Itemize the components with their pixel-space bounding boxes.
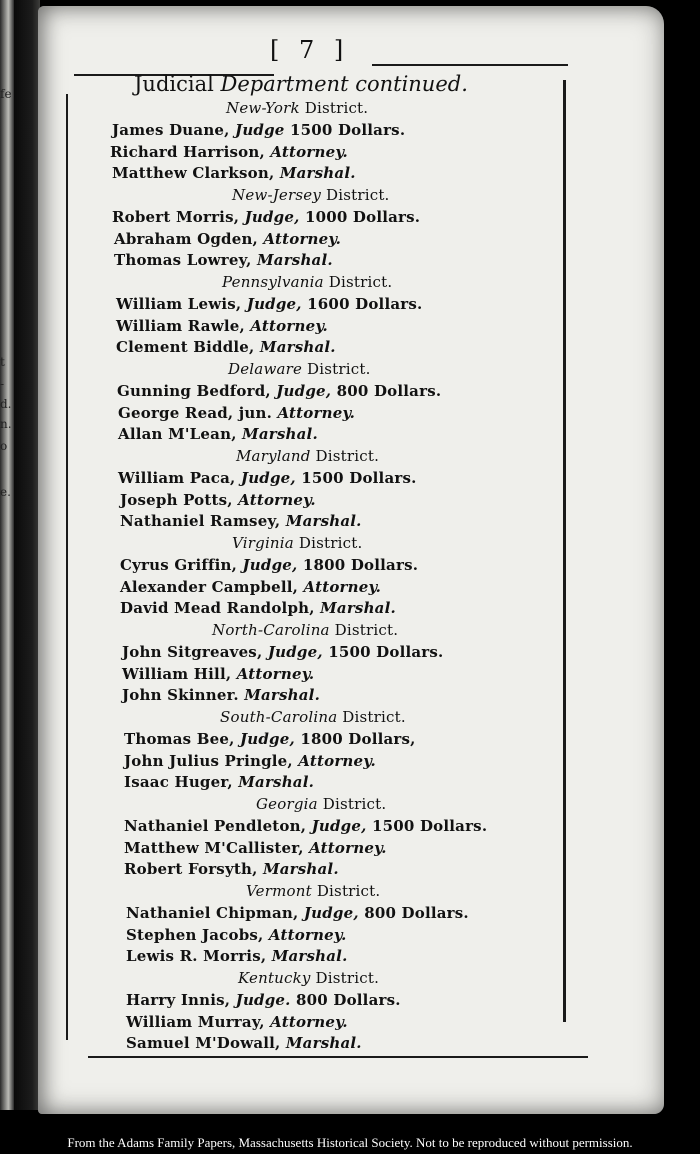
- district-heading: [228, 357, 371, 381]
- facing-page-edge: [0, 0, 14, 1110]
- officer-name: Thomas Bee,: [124, 729, 240, 748]
- officer-role: Judge,: [267, 642, 323, 661]
- officer-salary: 1500 Dollars.: [295, 468, 417, 487]
- district-heading: [238, 966, 379, 990]
- officer-entry: [124, 857, 339, 881]
- facing-page-fragment: t: [0, 355, 5, 369]
- district-suffix: District.: [329, 621, 399, 639]
- officer-name: Harry Innis,: [126, 990, 236, 1009]
- officer-role: Attorney.: [303, 577, 382, 596]
- officer-role: Marshal.: [262, 860, 339, 879]
- officer-name: Matthew Clarkson,: [112, 164, 280, 183]
- district-state: Virginia: [232, 534, 294, 552]
- district-suffix: District.: [299, 99, 369, 117]
- officer-role: Marshal.: [244, 686, 321, 705]
- officer-entry: [124, 727, 416, 751]
- officer-role: Judge,: [240, 468, 296, 487]
- officer-entry: [120, 509, 362, 533]
- officer-name: Nathaniel Pendleton,: [124, 816, 312, 835]
- district-heading: [246, 879, 380, 903]
- officer-salary: 800 Dollars.: [290, 990, 401, 1009]
- section-heading: [134, 72, 468, 96]
- officer-name: Matthew M'Callister,: [124, 838, 310, 857]
- officer-salary: 1000 Dollars.: [299, 207, 421, 226]
- officer-role: Attorney.: [236, 664, 315, 683]
- officer-name: Cyrus Griffin,: [120, 555, 243, 574]
- officer-salary: 1500 Dollars.: [284, 120, 406, 139]
- heading-prefix: Judicial: [134, 72, 214, 96]
- district-state: Vermont: [246, 882, 312, 900]
- officer-role: Judge,: [246, 294, 302, 313]
- officer-name: Stephen Jacobs,: [126, 925, 269, 944]
- officer-entry: [116, 314, 328, 338]
- officer-entry: [126, 988, 401, 1012]
- officer-salary: 800 Dollars.: [331, 381, 442, 400]
- top-rule-right: [372, 64, 568, 66]
- officer-role: Attorney.: [250, 316, 328, 335]
- district-heading: [220, 705, 406, 729]
- district-suffix: District.: [323, 273, 393, 291]
- officer-role: Marshal.: [238, 773, 315, 792]
- officer-name: John Julius Pringle,: [124, 751, 299, 770]
- book-gutter: [14, 0, 40, 1110]
- officer-entry: [120, 575, 381, 599]
- district-state: Maryland: [236, 447, 311, 465]
- officer-name: Nathaniel Chipman,: [126, 903, 304, 922]
- district-state: Kentucky: [238, 969, 311, 987]
- district-state: Georgia: [256, 795, 318, 813]
- left-border-rule: [66, 94, 68, 1040]
- officer-role: Marshal.: [242, 425, 318, 444]
- officer-name: William Rawle,: [116, 316, 251, 335]
- officer-entry: [114, 248, 333, 272]
- officer-entry: [122, 662, 314, 686]
- district-suffix: District.: [337, 708, 406, 726]
- officer-entry: [124, 814, 487, 838]
- officer-entry: [120, 488, 316, 512]
- officer-entry: [124, 749, 376, 773]
- district-state: Delaware: [228, 360, 303, 378]
- officer-role: Judge,: [276, 381, 332, 400]
- district-state: Pennsylvania: [222, 273, 324, 291]
- officer-role: Attorney.: [263, 229, 342, 248]
- officer-entry: [120, 596, 396, 620]
- officer-name: Clement Biddle,: [116, 338, 260, 357]
- district-heading: [256, 792, 386, 816]
- officer-name: Isaac Huger,: [124, 773, 239, 792]
- facing-page-fragment: n.: [0, 417, 12, 431]
- officer-entry: [126, 944, 348, 968]
- officer-entry: [112, 161, 356, 185]
- copyright-caption: From the Adams Family Papers, Massachusetts Historical Society. Not to be reproduced without permission.: [67, 1135, 633, 1150]
- officer-entry: [118, 466, 417, 490]
- officer-name: Alexander Campbell,: [120, 577, 304, 596]
- officer-name: William Hill,: [122, 664, 237, 683]
- officer-salary: 1800 Dollars.: [297, 555, 419, 574]
- facing-page-fragment: o: [0, 439, 8, 453]
- district-suffix: District.: [321, 186, 390, 204]
- officer-name: William Paca,: [118, 468, 241, 487]
- officer-salary: 800 Dollars.: [358, 903, 469, 922]
- district-suffix: District.: [311, 882, 381, 900]
- officer-role: Attorney.: [309, 838, 387, 857]
- officer-role: Judge.: [235, 990, 291, 1009]
- district-suffix: District.: [310, 447, 380, 465]
- district-suffix: District.: [302, 360, 371, 378]
- officer-name: Robert Morris,: [112, 207, 245, 226]
- officer-role: Attorney.: [270, 142, 348, 161]
- officer-entry: [118, 422, 318, 446]
- officer-role: Judge,: [303, 903, 359, 922]
- officer-name: William Murray,: [126, 1012, 271, 1031]
- officer-entry: [126, 1031, 362, 1055]
- officer-role: Judge,: [244, 207, 300, 226]
- officer-role: Marshal.: [285, 1034, 362, 1053]
- officer-entry: [116, 335, 336, 359]
- district-state: New-Jersey: [232, 186, 322, 204]
- district-heading: [222, 270, 392, 294]
- officer-name: Abraham Ogden,: [114, 229, 264, 248]
- bottom-rule: [88, 1056, 588, 1058]
- officer-role: Marshal.: [285, 512, 362, 531]
- officer-entry: [126, 923, 347, 947]
- officer-entry: [126, 901, 469, 925]
- officer-entry: [118, 401, 355, 425]
- officer-name: William Lewis,: [116, 294, 247, 313]
- officer-entry: [112, 118, 405, 142]
- officer-role: Judge,: [311, 816, 367, 835]
- officer-role: Attorney.: [268, 925, 347, 944]
- officer-salary: 1500 Dollars.: [366, 816, 488, 835]
- officer-name: Joseph Potts,: [120, 490, 239, 509]
- officer-role: Marshal.: [320, 599, 396, 618]
- officer-name: Robert Forsyth,: [124, 860, 263, 879]
- officer-entry: [110, 140, 348, 164]
- officer-name: Allan M'Lean,: [118, 425, 243, 444]
- officer-entry: [122, 640, 443, 664]
- officer-salary: 1500 Dollars.: [322, 642, 444, 661]
- officer-role: Attorney.: [298, 751, 376, 770]
- officer-name: Richard Harrison,: [110, 142, 271, 161]
- officer-role: Judge,: [239, 729, 295, 748]
- officer-name: Lewis R. Morris,: [126, 947, 272, 966]
- officer-entry: [126, 1010, 348, 1034]
- officer-entry: [112, 205, 420, 229]
- officer-name: Samuel M'Dowall,: [126, 1034, 286, 1053]
- district-heading: [236, 444, 379, 468]
- district-heading: [232, 183, 390, 207]
- district-state: South-Carolina: [220, 708, 338, 726]
- heading-italic: Department continued.: [220, 72, 468, 96]
- officer-name: Nathaniel Ramsey,: [120, 512, 286, 531]
- officer-role: Marshal.: [279, 164, 356, 183]
- facing-page-fragment: fe: [0, 87, 12, 101]
- officer-name: John Skinner.: [122, 686, 245, 705]
- officer-salary: 1600 Dollars.: [301, 294, 423, 313]
- district-heading: [212, 618, 398, 642]
- officer-name: John Sitgreaves,: [122, 642, 268, 661]
- officer-entry: [122, 683, 320, 707]
- officer-entry: [117, 379, 441, 403]
- district-suffix: District.: [293, 534, 363, 552]
- officer-name: Thomas Lowrey,: [114, 251, 257, 270]
- officer-role: Marshal.: [271, 947, 348, 966]
- facing-page-fragment: e.: [0, 485, 11, 499]
- facing-page-fragment: d.: [0, 397, 12, 411]
- officer-entry: [116, 292, 422, 316]
- officer-name: George Read, jun.: [118, 403, 278, 422]
- officer-role: Judge,: [242, 555, 298, 574]
- district-state: New-York: [226, 99, 300, 117]
- district-state: North-Carolina: [212, 621, 330, 639]
- facing-page-fragment: -: [0, 377, 5, 391]
- officer-entry: [124, 770, 314, 794]
- district-heading: [232, 531, 362, 555]
- officer-name: James Duane,: [112, 120, 236, 139]
- officer-role: Judge: [235, 120, 285, 139]
- page-number: [ 7 ]: [270, 36, 350, 64]
- district-suffix: District.: [310, 969, 380, 987]
- district-heading: [226, 96, 368, 120]
- officer-entry: [120, 553, 418, 577]
- officer-salary: 1800 Dollars,: [294, 729, 416, 748]
- officer-entry: [114, 227, 341, 251]
- right-border-rule: [563, 80, 566, 1022]
- officer-role: Attorney.: [238, 490, 316, 509]
- officer-role: Attorney.: [277, 403, 356, 422]
- officer-name: David Mead Randolph,: [120, 599, 321, 618]
- officer-role: Marshal.: [259, 338, 336, 357]
- officer-name: Gunning Bedford,: [117, 381, 277, 400]
- officer-entry: [124, 836, 387, 860]
- officer-role: Attorney.: [270, 1012, 348, 1031]
- district-suffix: District.: [317, 795, 387, 813]
- officer-role: Marshal.: [256, 251, 333, 270]
